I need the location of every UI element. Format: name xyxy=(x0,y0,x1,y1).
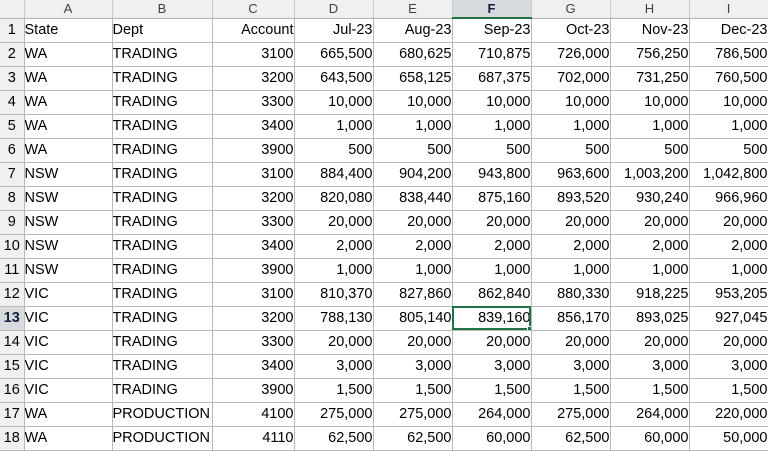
row-header-7[interactable]: 7 xyxy=(0,162,24,186)
cell-C5[interactable]: 3400 xyxy=(212,114,294,138)
cell-G5[interactable]: 1,000 xyxy=(531,114,610,138)
cell-H2[interactable]: 756,250 xyxy=(610,42,689,66)
cell-F4[interactable]: 10,000 xyxy=(452,90,531,114)
cell-E18[interactable]: 62,500 xyxy=(373,426,452,450)
cell-F17[interactable]: 264,000 xyxy=(452,402,531,426)
cell-D5[interactable]: 1,000 xyxy=(294,114,373,138)
cell-E12[interactable]: 827,860 xyxy=(373,282,452,306)
cell-C1[interactable]: Account xyxy=(212,18,294,42)
cell-C9[interactable]: 3300 xyxy=(212,210,294,234)
cell-C14[interactable]: 3300 xyxy=(212,330,294,354)
cell-D7[interactable]: 884,400 xyxy=(294,162,373,186)
cell-A1[interactable]: State xyxy=(24,18,112,42)
row-header-3[interactable]: 3 xyxy=(0,66,24,90)
cell-F8[interactable]: 875,160 xyxy=(452,186,531,210)
cell-A5[interactable]: WA xyxy=(24,114,112,138)
cell-E8[interactable]: 838,440 xyxy=(373,186,452,210)
cell-A10[interactable]: NSW xyxy=(24,234,112,258)
cell-D10[interactable]: 2,000 xyxy=(294,234,373,258)
cell-E3[interactable]: 658,125 xyxy=(373,66,452,90)
cell-C3[interactable]: 3200 xyxy=(212,66,294,90)
cell-F1[interactable]: Sep-23 xyxy=(452,18,531,42)
table-row[interactable] xyxy=(0,354,768,378)
cell-D16[interactable]: 1,500 xyxy=(294,378,373,402)
cell-E15[interactable]: 3,000 xyxy=(373,354,452,378)
cell-H5[interactable]: 1,000 xyxy=(610,114,689,138)
table-row[interactable] xyxy=(0,138,768,162)
table-row[interactable] xyxy=(0,378,768,402)
cell-B13[interactable]: TRADING xyxy=(112,306,212,330)
column-header-c[interactable]: C xyxy=(212,0,294,18)
cell-E2[interactable]: 680,625 xyxy=(373,42,452,66)
cell-F13[interactable]: 839,160 xyxy=(452,306,531,330)
cell-G6[interactable]: 500 xyxy=(531,138,610,162)
table-row[interactable] xyxy=(0,66,768,90)
cell-B17[interactable]: PRODUCTION xyxy=(112,402,212,426)
cell-C17[interactable]: 4100 xyxy=(212,402,294,426)
cell-G2[interactable]: 726,000 xyxy=(531,42,610,66)
cell-E13[interactable]: 805,140 xyxy=(373,306,452,330)
cell-G16[interactable]: 1,500 xyxy=(531,378,610,402)
cell-G10[interactable]: 2,000 xyxy=(531,234,610,258)
table-row[interactable] xyxy=(0,306,768,330)
table-row[interactable] xyxy=(0,90,768,114)
cell-H1[interactable]: Nov-23 xyxy=(610,18,689,42)
cell-A4[interactable]: WA xyxy=(24,90,112,114)
column-header-d[interactable]: D xyxy=(294,0,373,18)
cell-H3[interactable]: 731,250 xyxy=(610,66,689,90)
cell-C7[interactable]: 3100 xyxy=(212,162,294,186)
cell-I16[interactable]: 1,500 xyxy=(689,378,768,402)
column-header-g[interactable]: G xyxy=(531,0,610,18)
cell-H6[interactable]: 500 xyxy=(610,138,689,162)
cell-D15[interactable]: 3,000 xyxy=(294,354,373,378)
cell-C18[interactable]: 4110 xyxy=(212,426,294,450)
cell-D4[interactable]: 10,000 xyxy=(294,90,373,114)
table-row[interactable] xyxy=(0,42,768,66)
cell-H18[interactable]: 60,000 xyxy=(610,426,689,450)
cell-C10[interactable]: 3400 xyxy=(212,234,294,258)
cell-I10[interactable]: 2,000 xyxy=(689,234,768,258)
cell-C8[interactable]: 3200 xyxy=(212,186,294,210)
cell-G8[interactable]: 893,520 xyxy=(531,186,610,210)
row-header-6[interactable]: 6 xyxy=(0,138,24,162)
cell-B16[interactable]: TRADING xyxy=(112,378,212,402)
cell-I2[interactable]: 786,500 xyxy=(689,42,768,66)
cell-F18[interactable]: 60,000 xyxy=(452,426,531,450)
cell-G13[interactable]: 856,170 xyxy=(531,306,610,330)
cell-A14[interactable]: VIC xyxy=(24,330,112,354)
cell-F9[interactable]: 20,000 xyxy=(452,210,531,234)
cell-H8[interactable]: 930,240 xyxy=(610,186,689,210)
cell-E4[interactable]: 10,000 xyxy=(373,90,452,114)
cell-F16[interactable]: 1,500 xyxy=(452,378,531,402)
column-header-h[interactable]: H xyxy=(610,0,689,18)
cell-C12[interactable]: 3100 xyxy=(212,282,294,306)
cell-E17[interactable]: 275,000 xyxy=(373,402,452,426)
cell-B2[interactable]: TRADING xyxy=(112,42,212,66)
cell-A2[interactable]: WA xyxy=(24,42,112,66)
table-row[interactable] xyxy=(0,114,768,138)
cell-D6[interactable]: 500 xyxy=(294,138,373,162)
cell-C16[interactable]: 3900 xyxy=(212,378,294,402)
cell-A18[interactable]: WA xyxy=(24,426,112,450)
cell-I3[interactable]: 760,500 xyxy=(689,66,768,90)
cell-C6[interactable]: 3900 xyxy=(212,138,294,162)
table-row[interactable] xyxy=(0,282,768,306)
cell-B7[interactable]: TRADING xyxy=(112,162,212,186)
cell-B5[interactable]: TRADING xyxy=(112,114,212,138)
cell-D13[interactable]: 788,130 xyxy=(294,306,373,330)
cell-F5[interactable]: 1,000 xyxy=(452,114,531,138)
cell-H13[interactable]: 893,025 xyxy=(610,306,689,330)
table-row[interactable] xyxy=(0,426,768,450)
cell-D12[interactable]: 810,370 xyxy=(294,282,373,306)
cell-A15[interactable]: VIC xyxy=(24,354,112,378)
column-header-a[interactable]: A xyxy=(24,0,112,18)
cell-B12[interactable]: TRADING xyxy=(112,282,212,306)
cell-H17[interactable]: 264,000 xyxy=(610,402,689,426)
cell-C13[interactable]: 3200 xyxy=(212,306,294,330)
cell-D14[interactable]: 20,000 xyxy=(294,330,373,354)
cell-I12[interactable]: 953,205 xyxy=(689,282,768,306)
cell-G17[interactable]: 275,000 xyxy=(531,402,610,426)
cell-F15[interactable]: 3,000 xyxy=(452,354,531,378)
cell-G7[interactable]: 963,600 xyxy=(531,162,610,186)
row-header-18[interactable]: 18 xyxy=(0,426,24,450)
cell-H11[interactable]: 1,000 xyxy=(610,258,689,282)
cell-I11[interactable]: 1,000 xyxy=(689,258,768,282)
cell-E14[interactable]: 20,000 xyxy=(373,330,452,354)
table-row[interactable] xyxy=(0,330,768,354)
cell-D9[interactable]: 20,000 xyxy=(294,210,373,234)
cell-H14[interactable]: 20,000 xyxy=(610,330,689,354)
table-row[interactable] xyxy=(0,234,768,258)
cell-B18[interactable]: PRODUCTION xyxy=(112,426,212,450)
cell-G3[interactable]: 702,000 xyxy=(531,66,610,90)
row-header-14[interactable]: 14 xyxy=(0,330,24,354)
column-header-f[interactable]: F xyxy=(452,0,531,18)
row-header-2[interactable]: 2 xyxy=(0,42,24,66)
cell-D3[interactable]: 643,500 xyxy=(294,66,373,90)
cell-D1[interactable]: Jul-23 xyxy=(294,18,373,42)
cell-G9[interactable]: 20,000 xyxy=(531,210,610,234)
cell-I1[interactable]: Dec-23 xyxy=(689,18,768,42)
cell-E7[interactable]: 904,200 xyxy=(373,162,452,186)
cell-A16[interactable]: VIC xyxy=(24,378,112,402)
cell-I5[interactable]: 1,000 xyxy=(689,114,768,138)
row-header-1[interactable]: 1 xyxy=(0,18,24,42)
table-row[interactable] xyxy=(0,402,768,426)
row-header-15[interactable]: 15 xyxy=(0,354,24,378)
column-header-row xyxy=(0,0,768,18)
cell-A11[interactable]: NSW xyxy=(24,258,112,282)
cell-E10[interactable]: 2,000 xyxy=(373,234,452,258)
cell-I17[interactable]: 220,000 xyxy=(689,402,768,426)
cell-H4[interactable]: 10,000 xyxy=(610,90,689,114)
cell-F10[interactable]: 2,000 xyxy=(452,234,531,258)
row-header-10[interactable]: 10 xyxy=(0,234,24,258)
cell-D17[interactable]: 275,000 xyxy=(294,402,373,426)
cell-I15[interactable]: 3,000 xyxy=(689,354,768,378)
row-header-11[interactable]: 11 xyxy=(0,258,24,282)
cell-I13[interactable]: 927,045 xyxy=(689,306,768,330)
cell-G14[interactable]: 20,000 xyxy=(531,330,610,354)
cell-E9[interactable]: 20,000 xyxy=(373,210,452,234)
cell-B1[interactable]: Dept xyxy=(112,18,212,42)
cell-G4[interactable]: 10,000 xyxy=(531,90,610,114)
cell-H16[interactable]: 1,500 xyxy=(610,378,689,402)
row-header-4[interactable]: 4 xyxy=(0,90,24,114)
cell-H12[interactable]: 918,225 xyxy=(610,282,689,306)
row-header-13[interactable]: 13 xyxy=(0,306,24,330)
cell-B6[interactable]: TRADING xyxy=(112,138,212,162)
table-row[interactable] xyxy=(0,162,768,186)
cell-E6[interactable]: 500 xyxy=(373,138,452,162)
cell-I8[interactable]: 966,960 xyxy=(689,186,768,210)
row-header-8[interactable]: 8 xyxy=(0,186,24,210)
row-header-16[interactable]: 16 xyxy=(0,378,24,402)
cell-I7[interactable]: 1,042,800 xyxy=(689,162,768,186)
table-row[interactable] xyxy=(0,210,768,234)
cell-D11[interactable]: 1,000 xyxy=(294,258,373,282)
cell-B3[interactable]: TRADING xyxy=(112,66,212,90)
cell-I14[interactable]: 20,000 xyxy=(689,330,768,354)
cell-I6[interactable]: 500 xyxy=(689,138,768,162)
cell-B8[interactable]: TRADING xyxy=(112,186,212,210)
cell-E16[interactable]: 1,500 xyxy=(373,378,452,402)
cell-H9[interactable]: 20,000 xyxy=(610,210,689,234)
cell-A9[interactable]: NSW xyxy=(24,210,112,234)
column-header-e[interactable]: E xyxy=(373,0,452,18)
cell-D18[interactable]: 62,500 xyxy=(294,426,373,450)
row-header-9[interactable]: 9 xyxy=(0,210,24,234)
cell-F11[interactable]: 1,000 xyxy=(452,258,531,282)
cell-A12[interactable]: VIC xyxy=(24,282,112,306)
cell-F12[interactable]: 862,840 xyxy=(452,282,531,306)
cell-I9[interactable]: 20,000 xyxy=(689,210,768,234)
cell-F14[interactable]: 20,000 xyxy=(452,330,531,354)
table-row[interactable] xyxy=(0,18,768,42)
cell-G12[interactable]: 880,330 xyxy=(531,282,610,306)
row-header-12[interactable]: 12 xyxy=(0,282,24,306)
cell-F2[interactable]: 710,875 xyxy=(452,42,531,66)
cell-A7[interactable]: NSW xyxy=(24,162,112,186)
cell-G11[interactable]: 1,000 xyxy=(531,258,610,282)
cell-A8[interactable]: NSW xyxy=(24,186,112,210)
cell-F3[interactable]: 687,375 xyxy=(452,66,531,90)
row-header-5[interactable]: 5 xyxy=(0,114,24,138)
table-row[interactable] xyxy=(0,186,768,210)
cell-C2[interactable]: 3100 xyxy=(212,42,294,66)
cell-C11[interactable]: 3900 xyxy=(212,258,294,282)
cell-E1[interactable]: Aug-23 xyxy=(373,18,452,42)
column-header-b[interactable]: B xyxy=(112,0,212,18)
cell-B14[interactable]: TRADING xyxy=(112,330,212,354)
row-header-17[interactable]: 17 xyxy=(0,402,24,426)
cell-B9[interactable]: TRADING xyxy=(112,210,212,234)
cell-D2[interactable]: 665,500 xyxy=(294,42,373,66)
cell-B4[interactable]: TRADING xyxy=(112,90,212,114)
cell-G15[interactable]: 3,000 xyxy=(531,354,610,378)
cell-F6[interactable]: 500 xyxy=(452,138,531,162)
cell-A13[interactable]: VIC xyxy=(24,306,112,330)
cell-H10[interactable]: 2,000 xyxy=(610,234,689,258)
cell-E11[interactable]: 1,000 xyxy=(373,258,452,282)
cell-G18[interactable]: 62,500 xyxy=(531,426,610,450)
cell-F7[interactable]: 943,800 xyxy=(452,162,531,186)
cell-B10[interactable]: TRADING xyxy=(112,234,212,258)
cell-I4[interactable]: 10,000 xyxy=(689,90,768,114)
cell-C4[interactable]: 3300 xyxy=(212,90,294,114)
cell-E5[interactable]: 1,000 xyxy=(373,114,452,138)
cell-B11[interactable]: TRADING xyxy=(112,258,212,282)
select-all-corner[interactable] xyxy=(0,0,24,18)
cell-H15[interactable]: 3,000 xyxy=(610,354,689,378)
cell-H7[interactable]: 1,003,200 xyxy=(610,162,689,186)
cell-A3[interactable]: WA xyxy=(24,66,112,90)
cell-C15[interactable]: 3400 xyxy=(212,354,294,378)
cell-I18[interactable]: 50,000 xyxy=(689,426,768,450)
table-row[interactable] xyxy=(0,258,768,282)
cell-A6[interactable]: WA xyxy=(24,138,112,162)
column-header-i[interactable]: I xyxy=(689,0,768,18)
cell-G1[interactable]: Oct-23 xyxy=(531,18,610,42)
cell-D8[interactable]: 820,080 xyxy=(294,186,373,210)
cell-B15[interactable]: TRADING xyxy=(112,354,212,378)
cell-A17[interactable]: WA xyxy=(24,402,112,426)
